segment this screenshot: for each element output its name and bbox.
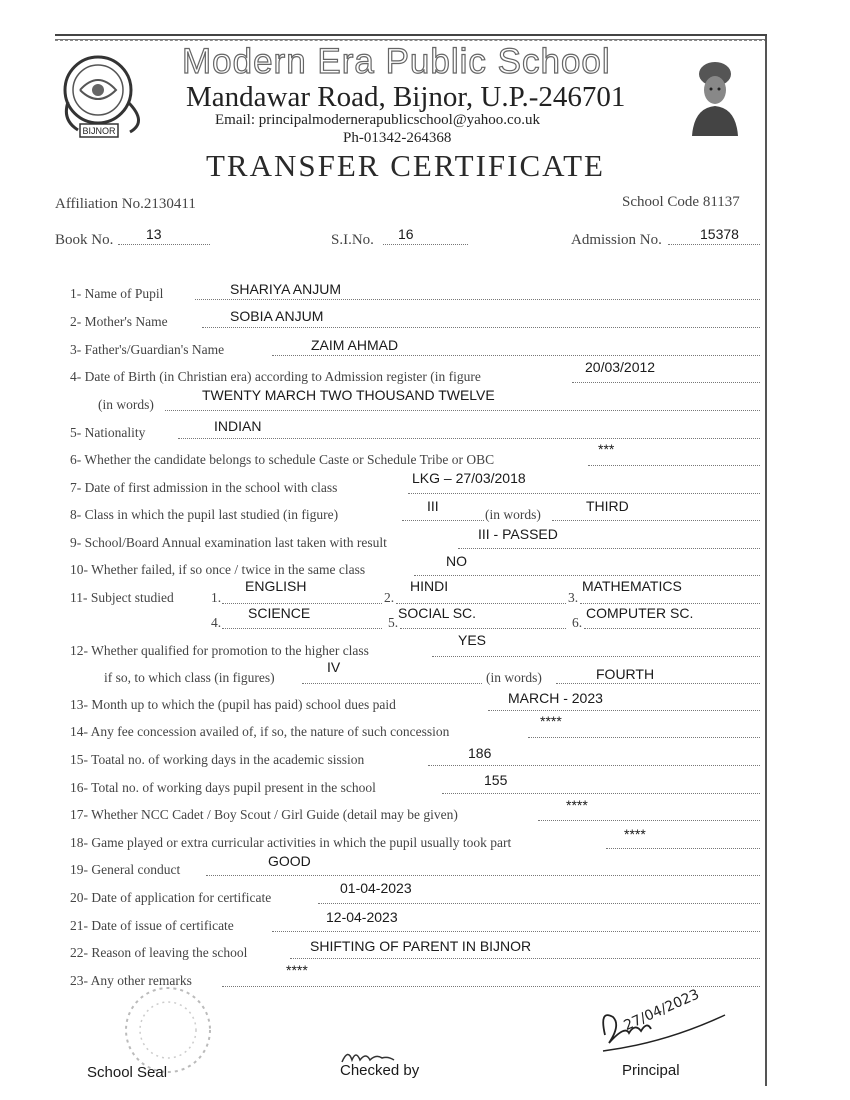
- field-row-5: 5- Nationality: [70, 425, 146, 440]
- field-row-17: 17- Whether NCC Cadet / Boy Scout / Girl Guide (detail may be given): [70, 807, 458, 822]
- leaving-reason-value: SHIFTING OF PARENT IN BIJNOR: [310, 938, 532, 954]
- field-row-22: 22- Reason of leaving the school: [70, 945, 248, 960]
- field-row-14: 14- Any fee concession availed of, if so, the nature of such concession: [70, 724, 450, 739]
- promotion-value: YES: [458, 632, 487, 648]
- school-code: School Code 81137: [622, 194, 740, 210]
- ncc-value: ****: [566, 797, 588, 813]
- dues-paid-value: MARCH - 2023: [508, 690, 603, 706]
- subject-num: 6.: [572, 615, 583, 630]
- subject-num: 1.: [211, 590, 222, 605]
- activities-value: ****: [624, 826, 646, 842]
- last-class-words-value: THIRD: [586, 498, 629, 514]
- sl-value: 16: [398, 226, 414, 242]
- exam-result-value: III - PASSED: [478, 526, 558, 542]
- dotted-line: [222, 603, 382, 604]
- field-row-12b: if so, to which class (in figures): [104, 670, 275, 685]
- dob-figure-value: 20/03/2012: [585, 359, 656, 375]
- dotted-line: [222, 986, 760, 987]
- dotted-line: [165, 410, 760, 411]
- issue-date-value: 12-04-2023: [326, 909, 398, 925]
- conduct-value: GOOD: [268, 853, 311, 869]
- dotted-line: [202, 327, 760, 328]
- field-row-13: 13- Month up to which the (pupil has paid) school dues paid: [70, 697, 396, 712]
- subject-5: SOCIAL SC.: [398, 605, 477, 621]
- mother-name-value: SOBIA ANJUM: [230, 308, 324, 324]
- next-class-figure-value: IV: [327, 659, 341, 675]
- dotted-line: [290, 958, 760, 959]
- field-row-21: 21- Date of issue of certificate: [70, 918, 234, 933]
- dotted-line: [272, 931, 760, 932]
- subject-num: 2.: [384, 590, 395, 605]
- field-row-12: 12- Whether qualified for promotion to the higher class: [70, 643, 369, 658]
- field-row-3: 3- Father's/Guardian's Name: [70, 342, 225, 357]
- dotted-line: [556, 683, 760, 684]
- dotted-line: [272, 355, 760, 356]
- field-row-1: 1- Name of Pupil: [70, 286, 164, 301]
- right-border: [765, 36, 767, 1086]
- application-date-value: 01-04-2023: [340, 880, 412, 896]
- dotted-line: [584, 628, 760, 629]
- days-present-value: 155: [484, 772, 508, 788]
- dob-words-value: TWENTY MARCH TWO THOUSAND TWELVE: [202, 387, 495, 403]
- field-row-10: 10- Whether failed, if so once / twice in the same class: [70, 562, 366, 577]
- dotted-line: [428, 765, 760, 766]
- dotted-line: [528, 737, 760, 738]
- field-row-6: 6- Whether the candidate belongs to schedule Caste or Schedule Tribe or OBC: [70, 452, 495, 467]
- subject-num: 5.: [388, 615, 399, 630]
- school-seal-label: School Seal: [87, 1064, 168, 1081]
- nationality-value: INDIAN: [214, 418, 262, 434]
- dotted-line: [458, 548, 760, 549]
- subject-1: ENGLISH: [245, 578, 307, 594]
- school-logo-icon: [58, 50, 154, 142]
- dotted-line: [580, 603, 760, 604]
- subject-num: 4.: [211, 615, 222, 630]
- caste-value: ***: [598, 441, 615, 457]
- dotted-line: [488, 710, 760, 711]
- field-row-11: 11- Subject studied: [70, 590, 174, 605]
- dotted-line: [206, 875, 760, 876]
- dotted-line: [668, 244, 760, 245]
- dotted-line: [118, 244, 210, 245]
- school-name: Modern Era Public School: [182, 42, 611, 81]
- sl-label: S.I.No.: [331, 232, 374, 248]
- dotted-line: [408, 493, 760, 494]
- school-phone: Ph-01342-264368: [343, 130, 452, 146]
- book-label: Book No.: [55, 232, 114, 248]
- next-class-words-value: FOURTH: [596, 666, 655, 682]
- dotted-line: [195, 299, 760, 300]
- dotted-line: [552, 520, 760, 521]
- signature-date: 27/04/2023: [621, 986, 702, 1034]
- dotted-line: [318, 903, 760, 904]
- field-row-16: 16- Total no. of working days pupil present in the school: [70, 780, 376, 795]
- checked-by-label: Checked by: [340, 1062, 420, 1079]
- certificate-title: TRANSFER CERTIFICATE: [206, 148, 605, 183]
- field-row-7: 7- Date of first admission in the school with class: [70, 480, 338, 495]
- remarks-value: ****: [286, 962, 308, 978]
- field-row-20: 20- Date of application for certificate: [70, 890, 272, 905]
- subject-num: 3.: [568, 590, 579, 605]
- dotted-line: [572, 382, 760, 383]
- dotted-line: [402, 520, 484, 521]
- affiliation-number: Affiliation No.2130411: [55, 196, 196, 212]
- dotted-line: [442, 793, 760, 794]
- subject-6: COMPUTER SC.: [586, 605, 694, 621]
- field-row-15: 15- Toatal no. of working days in the academic sission: [70, 752, 365, 767]
- dotted-line: [383, 244, 468, 245]
- pupil-name-value: SHARIYA ANJUM: [230, 281, 341, 297]
- founder-portrait-icon: [688, 56, 742, 136]
- field-row-4b: (in words): [98, 397, 154, 412]
- field-row-4: 4- Date of Birth (in Christian era) according to Admission register (in figure: [70, 369, 481, 384]
- last-class-figure-value: III: [427, 498, 439, 514]
- field-row-18: 18- Game played or extra curricular activities in which the pupil usually took part: [70, 835, 512, 850]
- first-admission-value: LKG – 27/03/2018: [412, 470, 526, 486]
- dotted-line: [396, 603, 566, 604]
- field-row-9: 9- School/Board Annual examination last taken with result: [70, 535, 387, 550]
- book-value: 13: [146, 226, 162, 242]
- field-row-19: 19- General conduct: [70, 862, 181, 877]
- in-words-label: (in words): [485, 507, 541, 522]
- dotted-line: [606, 848, 760, 849]
- subject-2: HINDI: [410, 578, 449, 594]
- field-row-23: 23- Any other remarks: [70, 973, 192, 988]
- dotted-line: [222, 628, 382, 629]
- in-words-label: (in words): [486, 670, 542, 685]
- principal-label: Principal: [622, 1062, 680, 1079]
- dotted-line: [400, 628, 566, 629]
- failed-value: NO: [446, 553, 467, 569]
- school-email: Email: principalmodernerapublicschool@yahoo.co.uk: [215, 112, 540, 128]
- admission-label: Admission No.: [571, 232, 662, 248]
- dotted-line: [178, 438, 760, 439]
- working-days-value: 186: [468, 745, 492, 761]
- dotted-line: [432, 656, 760, 657]
- school-address: Mandawar Road, Bijnor, U.P.-246701: [186, 81, 626, 113]
- top-border-dashed: [55, 40, 767, 41]
- dotted-line: [302, 683, 482, 684]
- dotted-line: [414, 575, 760, 576]
- dotted-line: [538, 820, 760, 821]
- father-name-value: ZAIM AHMAD: [311, 337, 399, 353]
- field-row-8: 8- Class in which the pupil last studied (in figure): [70, 507, 339, 522]
- dotted-line: [588, 465, 760, 466]
- field-row-2: 2- Mother's Name: [70, 314, 168, 329]
- subject-3: MATHEMATICS: [582, 578, 682, 594]
- svg-text:BIJNOR: BIJNOR: [82, 126, 116, 136]
- fee-concession-value: ****: [540, 713, 562, 729]
- admission-value: 15378: [700, 226, 739, 242]
- subject-4: SCIENCE: [248, 605, 311, 621]
